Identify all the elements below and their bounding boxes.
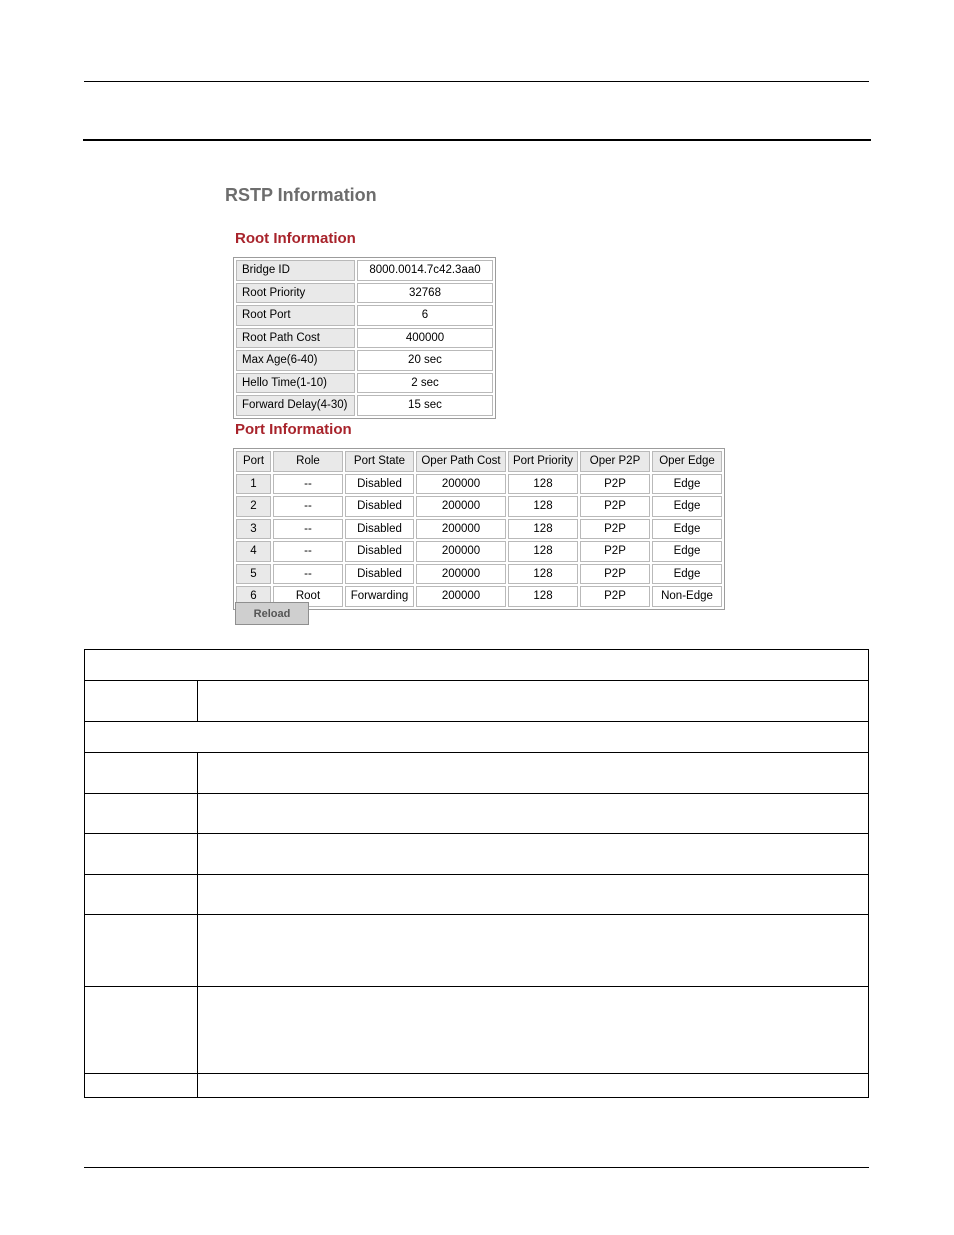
- port-column-header: Oper Path Cost: [416, 451, 506, 472]
- port-cell: --: [273, 474, 343, 495]
- port-row: [236, 541, 722, 562]
- description-table-row: [85, 875, 868, 915]
- port-cell: P2P: [580, 519, 650, 540]
- port-cell: Disabled: [345, 541, 414, 562]
- root-info-row: [236, 328, 493, 349]
- port-cell: 1: [236, 474, 271, 495]
- root-info-label: Root Path Cost: [236, 328, 355, 349]
- port-cell: Edge: [652, 541, 722, 562]
- port-cell: Edge: [652, 519, 722, 540]
- port-cell: 128: [508, 519, 578, 540]
- port-cell: --: [273, 519, 343, 540]
- root-info-label: Root Port: [236, 305, 355, 326]
- description-table-row: [85, 681, 868, 722]
- root-info-label: Max Age(6-40): [236, 350, 355, 371]
- root-info-row: [236, 283, 493, 304]
- description-table-header-row: [85, 650, 868, 681]
- description-table-row: [85, 987, 868, 1074]
- root-info-label: Forward Delay(4-30): [236, 395, 355, 416]
- page-title: RSTP Information: [225, 185, 377, 205]
- port-cell: Disabled: [345, 474, 414, 495]
- port-cell: 200000: [416, 586, 506, 607]
- description-table-row: [85, 794, 868, 834]
- port-cell: Disabled: [345, 496, 414, 517]
- port-cell: Disabled: [345, 564, 414, 585]
- port-cell: 128: [508, 474, 578, 495]
- description-table-row: [85, 753, 868, 794]
- root-info-label: Hello Time(1-10): [236, 373, 355, 394]
- root-info-label: Bridge ID: [236, 260, 355, 281]
- port-cell: 128: [508, 586, 578, 607]
- port-information-title: Port Information: [235, 421, 352, 438]
- port-cell: Disabled: [345, 519, 414, 540]
- root-info-row: [236, 350, 493, 371]
- port-cell: 6: [236, 586, 271, 607]
- description-table: [84, 649, 869, 1098]
- port-cell: Edge: [652, 496, 722, 517]
- root-info-row: [236, 260, 493, 281]
- port-column-header: Oper P2P: [580, 451, 650, 472]
- port-row: [236, 519, 722, 540]
- port-cell: 2: [236, 496, 271, 517]
- root-info-row: [236, 305, 493, 326]
- port-cell: P2P: [580, 474, 650, 495]
- description-table-row: [85, 915, 868, 987]
- port-column-header: Port Priority: [508, 451, 578, 472]
- port-cell: 200000: [416, 519, 506, 540]
- description-table-row: [85, 1074, 868, 1097]
- root-info-value: 32768: [357, 283, 493, 304]
- root-info-value: 15 sec: [357, 395, 493, 416]
- port-cell: P2P: [580, 541, 650, 562]
- port-row: [236, 474, 722, 495]
- port-cell: --: [273, 496, 343, 517]
- root-info-value: 2 sec: [357, 373, 493, 394]
- port-cell: Edge: [652, 564, 722, 585]
- port-information-table: [233, 448, 725, 610]
- port-cell: --: [273, 564, 343, 585]
- header-rule: [84, 81, 869, 82]
- port-cell: P2P: [580, 564, 650, 585]
- root-info-row: [236, 395, 493, 416]
- root-info-value: 20 sec: [357, 350, 493, 371]
- root-info-value: 400000: [357, 328, 493, 349]
- root-information-table: [233, 257, 496, 419]
- port-cell: 200000: [416, 496, 506, 517]
- port-cell: 128: [508, 564, 578, 585]
- port-cell: 200000: [416, 564, 506, 585]
- port-cell: 5: [236, 564, 271, 585]
- root-info-value: 6: [357, 305, 493, 326]
- port-column-header: Role: [273, 451, 343, 472]
- port-row: [236, 564, 722, 585]
- port-cell: P2P: [580, 496, 650, 517]
- port-cell: Forwarding: [345, 586, 414, 607]
- root-info-row: [236, 373, 493, 394]
- port-cell: Non-Edge: [652, 586, 722, 607]
- footer-rule: [84, 1167, 869, 1168]
- port-row: [236, 496, 722, 517]
- port-cell: 128: [508, 541, 578, 562]
- root-information-title: Root Information: [235, 230, 356, 247]
- root-info-value: 8000.0014.7c42.3aa0: [357, 260, 493, 281]
- description-table-row: [85, 834, 868, 875]
- port-cell: 200000: [416, 474, 506, 495]
- port-cell: 200000: [416, 541, 506, 562]
- root-info-label: Root Priority: [236, 283, 355, 304]
- description-table-section-row: [85, 722, 868, 753]
- port-column-header: Port State: [345, 451, 414, 472]
- port-cell: 128: [508, 496, 578, 517]
- port-cell: Edge: [652, 474, 722, 495]
- port-cell: P2P: [580, 586, 650, 607]
- port-cell: Root: [273, 586, 343, 607]
- section-rule: [83, 139, 871, 141]
- port-column-header: Port: [236, 451, 271, 472]
- port-column-header: Oper Edge: [652, 451, 722, 472]
- port-cell: --: [273, 541, 343, 562]
- port-cell: 3: [236, 519, 271, 540]
- port-cell: 4: [236, 541, 271, 562]
- reload-button[interactable]: Reload: [235, 602, 309, 625]
